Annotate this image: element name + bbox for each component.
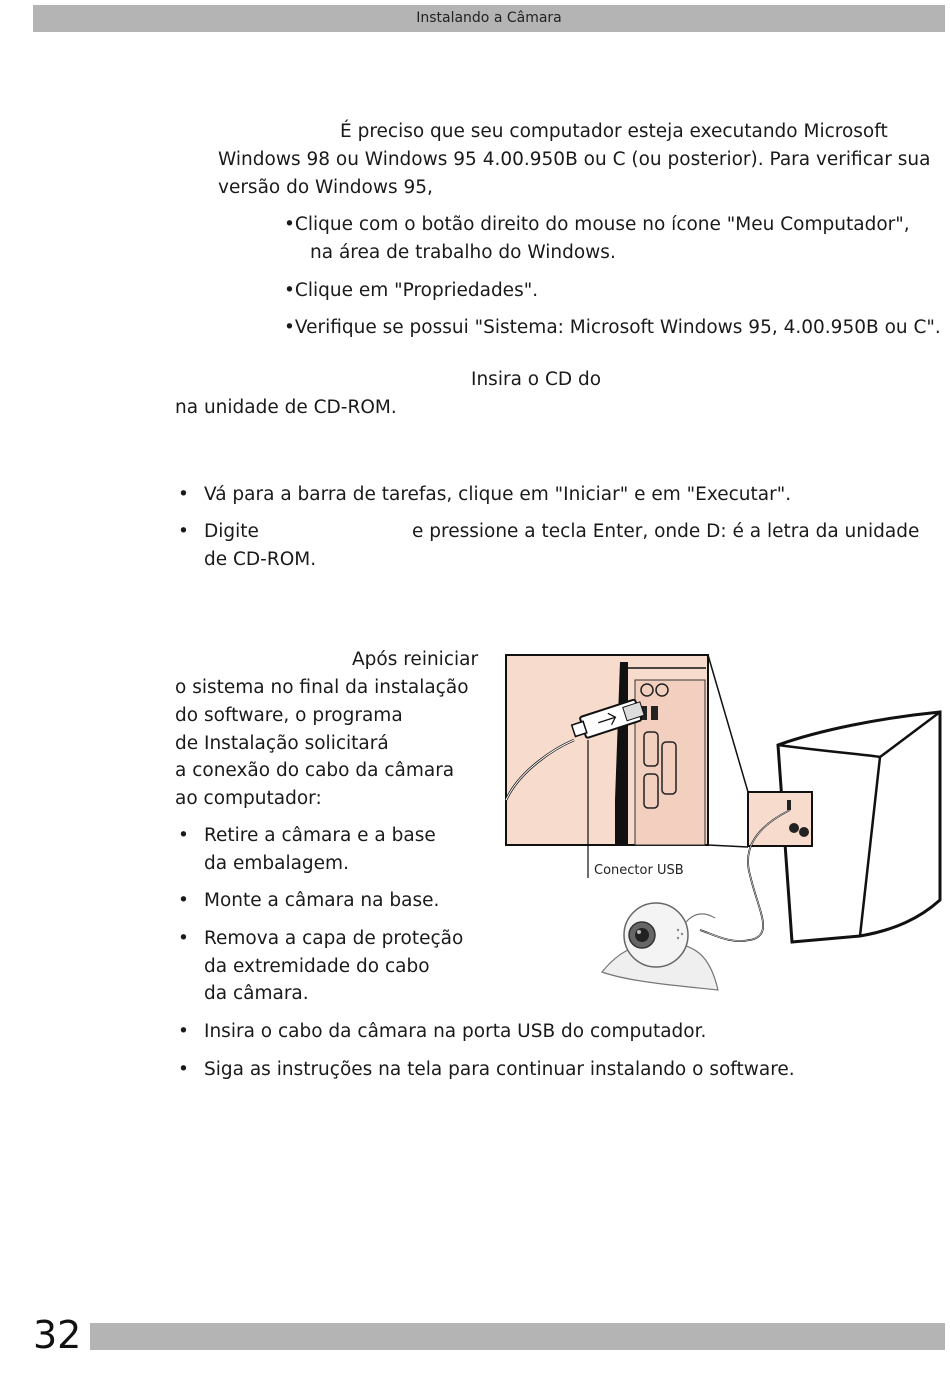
connect-step-3: Remova a capa de proteção — [204, 928, 464, 949]
run-step-1: Vá para a barra de tarefas, clique em "Iniciar" e em "Executar". — [204, 484, 792, 505]
header-bar — [33, 5, 945, 32]
requirement-step-2-text: Clique em "Propriedades". — [294, 280, 539, 301]
connect-step-4: Insira o cabo da câmara na porta USB do computador. — [204, 1021, 707, 1042]
connect-line-4: de Instalação solicitará — [175, 733, 389, 754]
connect-line-2: o sistema no final da instalação — [175, 677, 469, 698]
connect-line-1: Após reiniciar — [352, 649, 479, 670]
requirement-step-3 — [284, 314, 941, 342]
connect-step-4-bullet: • — [178, 1021, 189, 1042]
usb-connection-illustration — [500, 650, 945, 995]
cd-step-line-2: na unidade de CD-ROM. — [175, 397, 397, 418]
requirement-step-3-text: Verifique se possui "Sistema: Microsoft Windows 95, 4.00.950B ou C". — [294, 317, 941, 338]
computer-tower — [700, 712, 940, 942]
connect-step-2-bullet: • — [178, 890, 189, 911]
cd-step-line-1: Insira o CD do — [471, 369, 602, 390]
bullet: • — [284, 280, 295, 301]
requirements-line-3: versão do Windows 95, — [218, 177, 433, 198]
connect-step-3-cont-1: da extremidade do cabo — [204, 956, 430, 977]
connect-step-3-bullet: • — [178, 928, 189, 949]
run-step-2-cont: de CD-ROM. — [204, 549, 317, 570]
connect-step-1: Retire a câmara e a base — [204, 825, 436, 846]
requirements-line-1: É preciso que seu computador esteja executando Microsoft — [340, 121, 888, 142]
requirement-step-1-text: Clique com o botão direito do mouse no ícone "Meu Computador", — [294, 214, 910, 235]
bullet: • — [284, 214, 295, 235]
connect-step-5: Siga as instruções na tela para continuar instalando o software. — [204, 1059, 795, 1080]
run-step-1-bullet: • — [178, 484, 189, 505]
webcam-illustration — [602, 903, 718, 990]
run-step-2-pre: Digite — [204, 521, 259, 542]
bullet: • — [284, 317, 295, 338]
page-number: 32 — [33, 1313, 82, 1357]
connect-line-5: a conexão do cabo da câmara — [175, 760, 455, 781]
connect-step-1-cont: da embalagem. — [204, 853, 349, 874]
connect-step-1-bullet: • — [178, 825, 189, 846]
usb-connector-caption: Conector USB — [594, 863, 684, 878]
connect-line-6: ao computador: — [175, 788, 322, 809]
run-step-2-post: e pressione a tecla Enter, onde D: é a letra da unidade — [412, 521, 920, 542]
footer-bar — [90, 1323, 945, 1350]
requirement-step-1 — [284, 211, 910, 239]
connect-line-3: do software, o programa — [175, 705, 403, 726]
requirement-step-2 — [284, 277, 538, 305]
connect-step-2: Monte a câmara na base. — [204, 890, 440, 911]
connect-step-5-bullet: • — [178, 1059, 189, 1080]
running-header-title: Instalando a Câmara — [416, 10, 562, 26]
run-step-2-bullet: • — [178, 521, 189, 542]
requirements-line-2: Windows 98 ou Windows 95 4.00.950B ou C (ou posterior). Para verificar sua — [218, 149, 931, 170]
usb-port-closeup — [506, 655, 708, 845]
requirement-step-1-cont: na área de trabalho do Windows. — [310, 242, 616, 263]
connect-step-3-cont-2: da câmara. — [204, 983, 309, 1004]
